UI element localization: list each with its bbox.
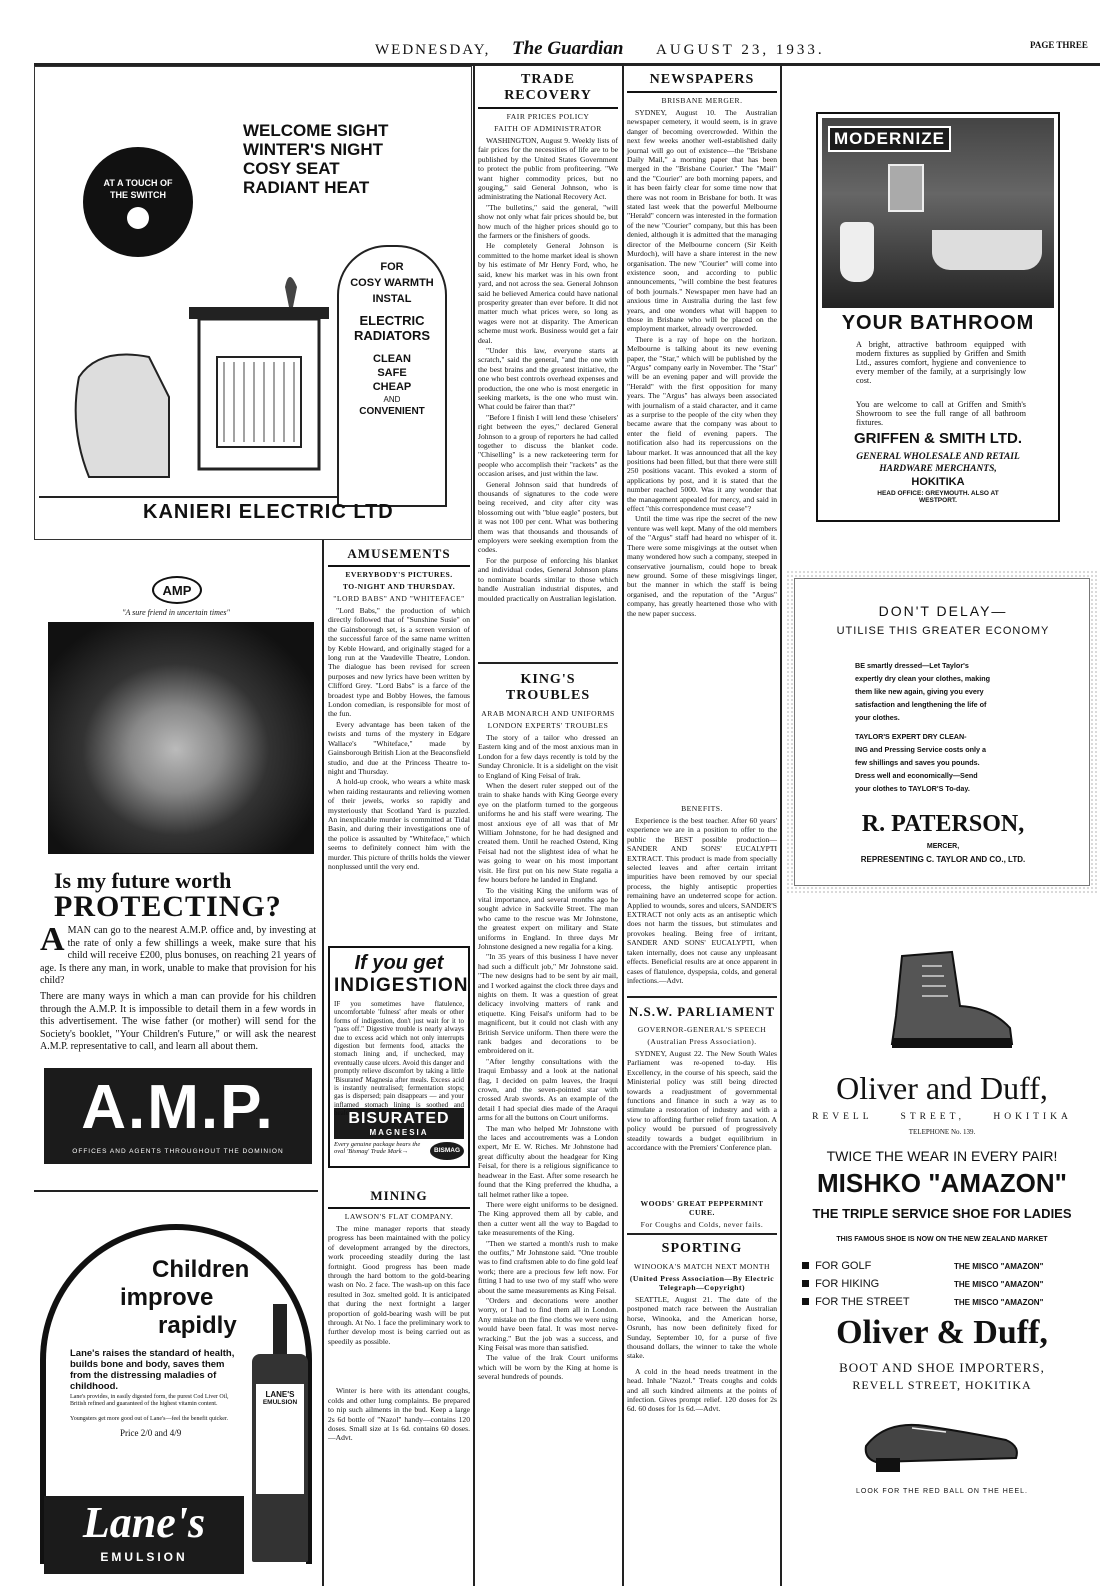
griffen-smith-ad xyxy=(816,112,1060,522)
paterson-line: few shillings and saves you pounds. xyxy=(855,758,980,767)
griffen-headline: YOUR BATHROOM xyxy=(841,312,1035,334)
masthead xyxy=(0,36,1114,62)
kanieri-sign-board xyxy=(337,245,447,507)
oliver-line1: TWICE THE WEAR IN EVERY PAIR! xyxy=(826,1148,1058,1164)
lanes-paragraph: Lane's raises the standard of health, builds bone and body, saves them from the distressing maladies of childhood. xyxy=(70,1348,235,1392)
board-line: INSTAL xyxy=(372,293,412,305)
oliver-importers: BOOT AND SHOE IMPORTERS, xyxy=(839,1360,1045,1375)
sporting-body xyxy=(627,1295,777,1414)
paterson-line: satisfaction and lengthening the life of xyxy=(855,700,987,709)
board-line: CHEAP xyxy=(372,381,412,393)
amp-banner-text: A.M.P. xyxy=(81,1073,275,1142)
bottle-neck xyxy=(273,1304,287,1354)
kings-troubles-sub1: ARAB MONARCH AND UNIFORMS xyxy=(481,709,615,718)
griffen-paragraph2: You are welcome to call at Griffen and Smith's Showroom to see the full range of all bathroom fixtures. xyxy=(856,400,1026,427)
woods-ad-line1: WOODS' GREAT PEPPERMINT CURE. xyxy=(640,1199,764,1217)
griffen-desc2: HARDWARE MERCHANTS, xyxy=(879,464,997,474)
paterson-lines xyxy=(855,659,1055,795)
section-rule xyxy=(627,996,777,998)
lanes-small1: Lane's provides, in easily digested form, the purest Cod Liver Oil, British refined and guaranteed of the highest vitamin content. xyxy=(70,1394,229,1407)
bottle-label-line1: LANE'S xyxy=(265,1390,295,1399)
paragraph: SYDNEY, August 22. The New South Wales Parliament was re-opened to-day. His Excellency, in the course of his speech, said the Ministerial policy was still being directed towards a readjustment of governmental functions and finance in such a way as to stimulate a restoration of industry and with a view to affording further relief from taxation. A policy would be pursued of progressively steadily towards a budget equilibrium in accordance with the Premiers' Conference plan. xyxy=(627,1049,777,1153)
paterson-rep: REPRESENTING C. TAYLOR AND CO., LTD. xyxy=(860,855,1026,864)
radiator xyxy=(217,357,301,447)
bathroom-illustration xyxy=(822,118,1054,308)
lanes-headline2: improve xyxy=(120,1284,214,1311)
bottle-label-line2: EMULSION xyxy=(262,1399,298,1406)
paragraph: Every advantage has been taken of the twists and turns of the mystery in Edgare Wallace's "Whiteface," made by Gainsborough British Lion at the Beaconsfield studio, and due at the Princess Theatre to-night and Thursday. xyxy=(328,719,470,776)
bisurated-brand-name: BISURATED xyxy=(348,1110,450,1127)
trade-recovery-sub2: FAITH OF ADMINISTRATOR xyxy=(494,124,602,133)
mantel xyxy=(189,307,329,319)
benefits-body xyxy=(627,816,777,992)
bisurated-brand xyxy=(334,1108,464,1139)
armchair xyxy=(76,355,169,478)
kanieri-slogan xyxy=(243,121,388,197)
nsw-parliament-sub1: GOVERNOR-GENERAL'S SPEECH xyxy=(637,1025,767,1034)
kings-troubles-body xyxy=(478,733,618,1573)
amusements-sub2: TO-NIGHT AND THURSDAY. xyxy=(342,582,456,591)
amusements-sub1: EVERYBODY'S PICTURES. xyxy=(345,570,453,579)
lanes-emulsion-ad xyxy=(34,1190,318,1582)
paragraph: General Johnson said that hundreds of thousands of signatures to the code were being received, and city after city was blossoming out with "blue eagle" posters, but it was not 100 per cent. What was bothering them was that thousands and thousands of employers were seeking exemption from the codes. xyxy=(478,479,618,555)
masthead-paper: The Guardian xyxy=(512,38,624,59)
bottle-label xyxy=(256,1384,304,1494)
paragraph: "Before I finish I will lend these 'chiselers' right between the eyes," declared General Johnson to a group of reporters he had called together to discuss the blanket code. "Chiselling" is a new racketeering term for people who accomplish their "rackets" as the occasion arises, and just within the law. xyxy=(478,412,618,479)
kings-troubles-sub2: LONDON EXPERTS' TROUBLES xyxy=(487,721,609,730)
oliver-name2: Oliver & Duff, xyxy=(836,1314,1048,1351)
paterson-line: TAYLOR'S EXPERT DRY CLEAN- xyxy=(855,732,967,741)
paterson-name: R. PATERSON, xyxy=(861,811,1025,837)
board-line: CONVENIENT xyxy=(359,406,425,417)
column-amusements xyxy=(328,542,470,1582)
lanes-small2: Youngsters get more good out of Lane's—feel the benefit quicker. xyxy=(70,1416,229,1422)
amp-dropcap: A xyxy=(40,921,65,958)
oliver-street-line: REVELL STREET, HOKITIKA xyxy=(812,1112,1072,1122)
paragraph: The story of a tailor who dressed an Eastern king and of the most anxious man in London for a few days recently is told by the Sunday Chronicle. It is a sidelight on the visit to England of King Feisal of Irak. xyxy=(478,733,618,780)
lanes-headline3: rapidly xyxy=(158,1312,237,1339)
amp-paragraph2: There are many ways in which a man can provide for his children through the A.M.P. It is impossible to detail them in a few words in this advertisement. The wise father (or mother) will send for the Society's booklet, "Your Children's Future," or will ask the nearest A.M.P. representative to call, and learn all about them. xyxy=(40,990,316,1053)
sporting-sub2: (United Press Association—By Electric Telegraph—Copyright) xyxy=(629,1274,775,1292)
bath-icon xyxy=(932,230,1042,270)
griffen-desc1: GENERAL WHOLESALE AND RETAIL xyxy=(856,452,1020,462)
paragraph: For the purpose of enforcing his blanket and individual codes, General Johnson plans to nominate boards similar to those which handle Australian industrial disputes, and moulded practically on Australian legislation. xyxy=(478,555,618,603)
paragraph: Until the time was ripe the secret of the new venture was well kept. Many of the old members of the "Argus" staff had heard no whisper of it. There were some misgivings at the outset when many wondered how such a company, steeped in conservative journalism, could hope to break new ground. Some of these misgivings linger, but the manner in which the staff is being organised, and the reputation of the "Argus" company, has greatly heartened those who with the new paper success. xyxy=(627,514,777,618)
indigestion-line2: INDIGESTION xyxy=(334,975,469,996)
trade-recovery-sub1: FAIR PRICES POLICY xyxy=(506,112,590,121)
bisurated-brand-sub: MAGNESIA xyxy=(369,1128,429,1137)
paragraph: WASHINGTON, August 9. Weekly lists of fair prices for the necessities of life are to be published by the United States Government to protect the public from profiteering. "We want higher commodity prices, but no gouging," said General Johnson, who is administrating the National Recovery Act. xyxy=(478,136,618,202)
amp-paragraph1: MAN can go to the nearest A.M.P. office and, by investing at the rate of only a few shillings a week, make sure that his child will receive £200, plus bonuses, on reaching 21 years of age. Is there any man, in work, unable to make that provision for his child? xyxy=(40,925,316,987)
paragraph: The value of the Irak Court uniforms which will be worn by the King at home is several hundreds of pounds. xyxy=(478,1353,618,1382)
sporting-sub1: WINOOKA'S MATCH NEXT MONTH xyxy=(634,1262,770,1271)
paragraph: "After lengthy consultations with the Iraqui Embassy and a look at the national flag, I decided on palm leaves, the Iraqui crown, and the seven-pointed star with crossed Arab swords. As an example of the detail I had special dies made of the Araqui arms for all the buttons on Court uniforms. xyxy=(478,1056,618,1123)
square-bullet-icon xyxy=(802,1298,809,1305)
trade-recovery-heading: TRADE RECOVERY xyxy=(478,68,618,109)
paterson-line: your clothes to TAYLOR'S To-day. xyxy=(855,784,970,793)
paragraph: SYDNEY, August 10. The Australian newspaper cemetery, it would seem, is in grave danger of becoming overcrowded. Within the next few weeks another well-established daily journal will go out of existence—the "Brisbane Daily Mail," a morning paper that has been merged in the "Brisbane Courier." The "Mail" and the "Courier" are both morning papers, and it has been fairly clear for some time now that there was not room in Brisbane for both. It was stated last week that the powerful Melbourne "Herald" concern was interested in the formation of the new "Courier" company, but this has been denied, although it is admitted that the managing director of the Melbourne concern (Sir Keith Murdoch), will have a share interest in the new organisation. The new "Courier" will come into existence soon, and according to public announcements, "will combine the best features of both journals." Newspaper men have had an anxious time in Australia during the last few years, and one wonders what will happen to those in Brisbane who will be placed on the employment market, already overcrowded. xyxy=(627,108,777,334)
griffen-town: HOKITIKA xyxy=(911,476,965,488)
oliver-row xyxy=(802,1278,1092,1290)
amp-banner xyxy=(44,1068,312,1164)
paterson-line: expertly dry clean your clothes, making xyxy=(855,674,991,683)
paragraph: There were eight uniforms to be designed. The King approved them all by cable, and then a cutter went all the way to Bagdad to take measurements of the King. xyxy=(478,1199,618,1238)
paragraph: "Lord Babs," the production of which directly followed that of "Sunshine Susie" on the Gainsborough set, is a screen version of the successful farce of the same name written by Keble Howard, and originally staged for a long run at the Vaudeville Theatre, London. The dialogue has been revised for screen purposes and new lyrics have been written by Clifford Grey. "Lord Babs" is a farce of the broadest type and Bobby Howes, the famous London comedian, is responsible for most of the fun. xyxy=(328,606,470,719)
lanes-price: Price 2/0 and 4/9 xyxy=(120,1428,182,1438)
paragraph: A cold in the head needs treatment in the head. Inhale "Nazol." Treats coughs and colds and all such kindred ailments at the points of infection. Gives prompt relief. 120 doses for 2s 6d. 60 doses for 1s 6d.—Advt. xyxy=(627,1366,777,1414)
paterson-line: Dress well and economically—Send xyxy=(855,771,978,780)
bismag-badge: BISMAG xyxy=(430,1142,464,1160)
amp-banner-footer: OFFICES AND AGENTS THROUGHOUT THE DOMINION xyxy=(72,1148,284,1155)
switch-icon xyxy=(127,207,149,229)
amp-logo: AMP xyxy=(152,576,202,604)
oliver-row-right: THE MISCO "AMAZON" xyxy=(954,1298,1044,1307)
vase xyxy=(285,277,297,307)
amusements-heading: AMUSEMENTS xyxy=(328,542,470,567)
griffen-branch: HEAD OFFICE: GREYMOUTH. ALSO AT WESTPORT. xyxy=(877,490,999,504)
kings-troubles-heading: KING'S TROUBLES xyxy=(505,672,591,703)
board-line: FOR xyxy=(380,261,404,273)
nsw-parliament-sub2: (Australian Press Association). xyxy=(647,1037,757,1046)
paragraph: "Then we started a month's rush to make the outfits," Mr Johnstone said. "One trouble was to find craftsmen able to do fine gold leaf work; there are a precious few left now. For fitting I had to use two of my staff who were about the same measurements as King Feisal. xyxy=(478,1238,618,1295)
lanes-brand xyxy=(44,1496,244,1574)
board-line: AND xyxy=(383,395,401,404)
square-bullet-icon xyxy=(802,1262,809,1269)
lanes-headline1: Children xyxy=(152,1256,250,1283)
column-rule xyxy=(473,66,475,1586)
column-rule xyxy=(322,540,324,1586)
paterson-ad xyxy=(786,570,1098,894)
amusements-sub3: "LORD BABS" AND "WHITEFACE" xyxy=(333,594,465,603)
boot-illustration xyxy=(882,946,1022,1056)
paterson-headline1: DON'T DELAY— xyxy=(878,603,1008,619)
oliver-address: REVELL STREET, HOKITIKA xyxy=(852,1378,1032,1392)
paragraph: A hold-up crook, who wears a white mask when raiding restaurants and relieving women of their jewels, works so rapidly and mysteriously that Scotland Yard is puzzled. An inexplicable murder is committed at Tidal Basin, and during their investigations one of the police is assaulted by "Whiteface," which seems to definitely connect him with the murder. This picture of thrills holds the viewer nonplussed until the very end. xyxy=(328,777,470,871)
paterson-headline2: UTILISE THIS GREATER ECONOMY xyxy=(836,625,1050,637)
benefits-heading: BENEFITS. xyxy=(681,804,723,813)
newspapers-sub1: BRISBANE MERGER. xyxy=(661,96,743,105)
paragraph: Winter is here with its attendant coughs, colds and other lung complaints. Be prepared to nip such ailments in the bud. Keep a large 2s 6d bottle of "Nazol" handy—contains 120 doses. Small size at 1s 6d. contains 60 doses.—Advt. xyxy=(328,1386,470,1443)
toilet-icon xyxy=(840,222,874,282)
amp-headline1: Is my future worth xyxy=(54,868,232,893)
column-newspapers xyxy=(627,68,777,1583)
oliver-row-right: THE MISCO "AMAZON" xyxy=(954,1262,1044,1271)
slogan-line: RADIANT HEAT xyxy=(243,178,370,197)
paterson-line: them like new again, giving you every xyxy=(855,687,984,696)
board-line: RADIATORS xyxy=(353,328,431,343)
paragraph: SEATTLE, August 21. The date of the postponed match race between the Australian horse, Winooka, and the American horse, Osrunh, has now been definitely fixed for Sunday, September 10, for a purse of five thousand dollars, the winner to take the whole stake. xyxy=(627,1295,777,1361)
oliver-line2: MISHKO "AMAZON" xyxy=(817,1168,1067,1198)
nsw-parliament-heading: N.S.W. PARLIAMENT xyxy=(628,1004,776,1019)
oliver-line3: THE TRIPLE SERVICE SHOE FOR LADIES xyxy=(812,1206,1072,1221)
oliver-name1: Oliver and Duff, xyxy=(836,1070,1048,1106)
lanes-brand-name: Lane's xyxy=(82,1498,206,1547)
bisurated-tagline: Every genuine package bears the oval 'Bismag' Trade Mark→ xyxy=(334,1141,421,1155)
paragraph: "Orders and decorations were another worry, or I had to find them all in London. Any mistake on the fine cloths we were using would have been fatal. It was most nerve-wracking." But the job was a success, and King Feisal was more than satisfied. xyxy=(478,1295,618,1352)
sporting-heading: SPORTING xyxy=(661,1241,743,1256)
switch-text: AT A TOUCH OF THE SWITCH xyxy=(103,178,173,200)
paragraph: "In 35 years of this business I have never had such a difficult job," Mr Johnstone said. "The new designs had to be sent by air mail, and I worked against the clock three days and nights on them. It was a question of great delicacy involving matters of rank and etiquette. King Feisal's uniform had to be magnificent, but it could not clash with any British Service uniform. Then there were the rank badges and decorations to be embroidered on it. xyxy=(478,952,618,1056)
amusements-body xyxy=(328,606,470,936)
nsw-parliament-body xyxy=(627,1049,777,1191)
indigestion-body: IF you sometimes have flatulence, uncomfortable 'fulness' after meals or other forms of indigestion, don't just wait for it to "pass off." Digestive trouble is nearly always due to excess acid which not only interrupts digestion but ferments food, attacks the stomach lining and, if unchecked, may eventually cause ulcers. Avoid this danger and promptly relieve discomfort by taking a little 'Bisurated' Magnesia after meals. Excess acid is instantly neutralised; fermentation stops; gas is dispersed; pain disappears — and your inflamed stomach lining is soothed and healed. xyxy=(334,1000,464,1118)
mirror-icon xyxy=(888,164,924,212)
indigestion-ad xyxy=(328,946,470,1168)
slogan-line: WINTER'S NIGHT xyxy=(243,140,384,159)
paterson-line: ING and Pressing Service costs only a xyxy=(855,745,987,754)
griffen-paragraph1: A bright, attractive bathroom equipped with modern fixtures as supplied by Griffen and Smith Ltd., assures comfort, hygiene and convenience to every member of the family, at a surprisingly low cost. xyxy=(856,340,1026,385)
modernize-label: MODERNIZE xyxy=(828,126,951,152)
amp-ad xyxy=(34,548,318,923)
oliver-row-left: FOR HIKING xyxy=(815,1278,880,1290)
indigestion-line1: If you get xyxy=(354,952,444,974)
paragraph: To the visiting King the uniform was of vital importance, and several months ago he sought advice in Sackville Street. The man who came to the rescue was Mr Johnstone, the greatest expert on military and State uniforms in England. In three days Mr Johnstone designed a new regalia for a king. xyxy=(478,885,618,951)
woods-ad-line2: For Coughs and Colds, never fails. xyxy=(640,1220,764,1229)
board-line: ELECTRIC xyxy=(359,313,425,328)
bottle-body xyxy=(252,1354,308,1562)
board-line: SAFE xyxy=(377,367,407,379)
masthead-page: PAGE THREE xyxy=(1030,40,1088,50)
mining-heading: MINING xyxy=(328,1182,470,1209)
section-rule xyxy=(627,1233,777,1235)
board-line: COSY WARMTH xyxy=(350,277,434,289)
section-rule xyxy=(478,662,618,664)
fireplace-illustration xyxy=(39,227,339,527)
oliver-row-left: FOR GOLF xyxy=(815,1260,872,1272)
oliver-row-left: FOR THE STREET xyxy=(815,1296,910,1308)
paterson-role: MERCER, xyxy=(926,843,960,850)
mining-sub1: LAWSON'S FLAT COMPANY. xyxy=(344,1212,454,1221)
square-bullet-icon xyxy=(802,1280,809,1287)
oliver-line4: THIS FAMOUS SHOE IS NOW ON THE NEW ZEALAND MARKET xyxy=(836,1236,1048,1243)
oliver-footer: LOOK FOR THE RED BALL ON THE HEEL. xyxy=(856,1488,1028,1495)
child-portrait xyxy=(48,622,314,854)
paragraph: When the desert ruler stepped out of the train to shake hands with King George every eye on the platform turned to the gorgeous uniforms he and his staff were wearing. The most anxious eye of all was that of Mr William Johnstone, for he had designed and created them. Until he reached Ostend, King Feisal had not the slightest idea of what he was going to wear on his most important visit. He first put on his new State regalia a few hours before he landed in England. xyxy=(478,781,618,885)
board-line: CLEAN xyxy=(373,353,411,365)
paterson-frame xyxy=(794,578,1090,886)
paragraph: The mine manager reports that steady progress has been maintained with the policy of development arranged by the directors, work proceeding steadily during the last fortnight. Good progress has been made through the hard bottom to the gold-bearing wash on No. 2 face. The wash-up on this face resulted in 3oz. smelted gold. It is anticipated that during the next fortnight a larger proportion of gold-bearing wash will be put through. At No. 1 face the preliminary work to further develop most is being carried out as speedily as possible. xyxy=(328,1224,470,1346)
trade-recovery-body xyxy=(478,136,618,656)
oliver-row-right: THE MISCO "AMAZON" xyxy=(954,1280,1044,1289)
masthead-day: WEDNESDAY, xyxy=(375,42,491,58)
lanes-bottle xyxy=(252,1304,308,1562)
paragraph: He completely General Johnson is committed to the home market ideal is shown by his estimate of Mr Henry Ford, who, he said, knew his market was in his own front yard, and not across the sea. General Johnson said he believed America could have national prosperity greater than ever before. It did not matter much what prices were, so long as wages were not at disparity. The American scheme must work. Business would get a fair deal. xyxy=(478,241,618,345)
paragraph: "Under this law, everyone starts at scratch," said the general, "and the one with the best brains and the greatest initiative, the one who best controls overhead expenses and production, the one who is most energetic in seeking markets, is the one who must win. What could be fairer than that?" xyxy=(478,345,618,412)
kanieri-company-name: KANIERI ELECTRIC LTD xyxy=(143,501,394,523)
newspapers-body xyxy=(627,108,777,798)
oliver-phone: TELEPHONE No. 139. xyxy=(908,1128,976,1136)
paragraph: There is a ray of hope on the horizon. Melbourne is talking about its new evening paper, the "Star," which will be published by the "Argus" company early in November. The "Star" will be an evening paper and will provide the "Herald" with the first opposition for many years. The "Argus" has always been associated with journalism of a staid character, and it came as a surprise to the people of the city when they became aware that the company was about to enter the field of evening papers. The notification also had its repercussions on the labour market. It was announced that all the key positions had been filled, but that there were still 250 positions vacant. This evoked a storm of applications by post, and it is stated that the number reached 5000. Was it any wonder that the management appealed for mercy, and said in effect "this correspondence must cease"? xyxy=(627,334,777,514)
paragraph: The man who helped Mr Johnstone with the laces and accoutrements was a London expert, Mr E. W. Riches. Mr Johnstone had great difficulty about the headgear for King Feisal, for there is a religious significance to headwear in the East. After some research he found that the King preferred the khudha, a tall helmet rather like a topee. xyxy=(478,1123,618,1199)
paterson-line: BE smartly dressed—Let Taylor's xyxy=(855,661,969,670)
column-rule xyxy=(622,66,624,1586)
amp-motto: "A sure friend in uncertain times" xyxy=(122,608,230,617)
slogan-line: WELCOME SIGHT xyxy=(243,121,389,140)
newspapers-heading: NEWSPAPERS xyxy=(627,68,777,93)
shoe-illustration xyxy=(856,1406,1026,1476)
oliver-row xyxy=(802,1260,1092,1272)
masthead-date: AUGUST 23, 1933. xyxy=(656,42,825,58)
kanieri-electric-ad xyxy=(34,66,472,540)
paterson-line: your clothes. xyxy=(855,713,900,722)
mining-body xyxy=(328,1224,470,1443)
slogan-line: COSY SEAT xyxy=(243,159,340,178)
lanes-brand-sub: EMULSION xyxy=(100,1550,188,1564)
griffen-company: GRIFFEN & SMITH LTD. xyxy=(853,430,1023,447)
oliver-duff-ad xyxy=(786,920,1098,1584)
oliver-row xyxy=(802,1296,1092,1308)
paragraph: "The bulletins," said the general, "will show not only what fair prices should be, but how much of the higher prices should go to the farmers or the finishers of goods. xyxy=(478,202,618,241)
paragraph: Experience is the best teacher. After 60 years' experience we are in a position to offer to the public the BEST possible production—SANDER AND SONS' EUCALYPTI EXTRACT. This product is made from specially selected leaves and after certain irritant impurities have been removed by our special process, the highly antiseptic properties remaining have an undeterred scope for action. Applied to wounds, sores and ulcers, SANDER'S EXTRACT not only acts as an antiseptic which does not harm the tissues, but stimulates and provokes healing. Being free of irritant, SANDER AND SONS' EUCALYPTI, when taken internally, does not cause any unpleasant effects. Beneficial results are at once apparent in cases of flatulence, dyspepsia, colds, and general infections.—Advt. xyxy=(627,816,777,985)
column-trade-recovery xyxy=(478,68,618,1583)
column-rule xyxy=(780,66,782,1586)
amp-headline2: PROTECTING? xyxy=(54,890,282,923)
